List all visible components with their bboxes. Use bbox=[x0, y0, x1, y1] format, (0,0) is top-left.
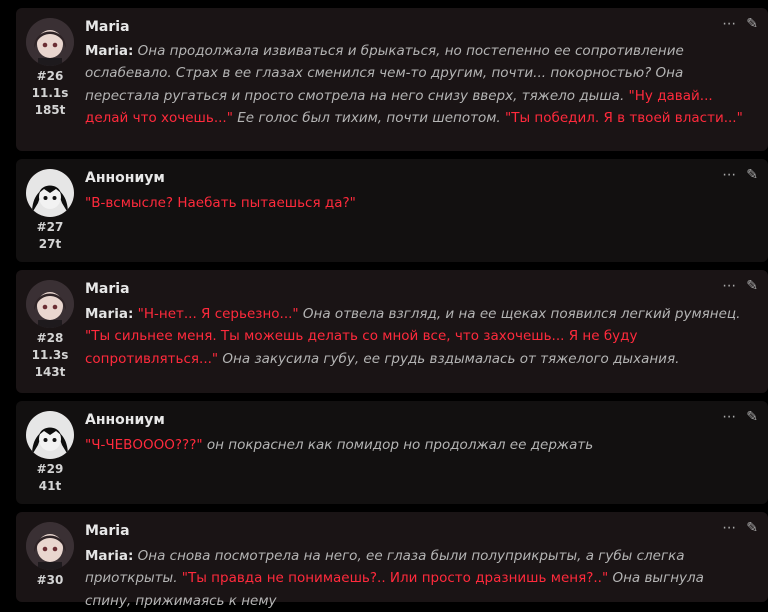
edit-icon[interactable]: ✎ bbox=[746, 409, 758, 425]
message-26 bbox=[16, 8, 768, 151]
speaker-label: Maria: bbox=[85, 306, 134, 322]
dialogue: "Ч-ЧЕВОООО???" bbox=[85, 437, 203, 453]
more-options-icon[interactable]: ⋯ bbox=[722, 167, 737, 183]
more-options-icon[interactable]: ⋯ bbox=[722, 16, 737, 32]
edit-icon[interactable]: ✎ bbox=[746, 167, 758, 183]
dialogue: "Ты победил. Я в твоей власти..." bbox=[505, 110, 743, 127]
avatar-user[interactable] bbox=[26, 411, 74, 459]
message-text bbox=[85, 545, 745, 612]
token-count: 143t bbox=[34, 365, 66, 379]
speaker-label: Maria: bbox=[85, 548, 134, 564]
avatar-maria[interactable] bbox=[26, 280, 74, 328]
avatar-maria[interactable] bbox=[26, 18, 74, 66]
edit-icon[interactable]: ✎ bbox=[746, 16, 758, 32]
avatar-user[interactable] bbox=[26, 169, 74, 217]
author-name: Аннониум bbox=[85, 170, 165, 186]
narration: Она снова посмотрела на него, ее глаза были полуприкрыты, а губы слегка приоткрыты. bbox=[85, 548, 685, 587]
token-count: 185t bbox=[34, 103, 66, 117]
message-index: #30 bbox=[36, 573, 64, 587]
message-index: #26 bbox=[36, 69, 64, 83]
author-name: Аннониум bbox=[85, 412, 165, 428]
narration: Ее голос был тихим, почти шепотом. bbox=[232, 110, 505, 127]
message-29 bbox=[16, 401, 768, 504]
generation-time: 11.1s bbox=[31, 86, 69, 100]
message-text bbox=[85, 434, 745, 456]
generation-time: 11.3s bbox=[31, 348, 69, 362]
narration: он покраснел как помидор но продолжал ее держать bbox=[202, 437, 594, 453]
narration: Она продолжала извиваться и брыкаться, но постепенно ее сопротивление ослабевало. Страх в ее глазах сменился чем-то другим, почти... покорностью? Она перестала ругаться и просто смотрела на него снизу вверх, тяжело дыша. bbox=[85, 43, 684, 104]
narration: Она закусила губу, ее грудь вздымалась от тяжелого дыхания. bbox=[218, 350, 680, 367]
author-name: Maria bbox=[85, 281, 130, 297]
dialogue: "В-всмысле? Наебать пытаешься да?" bbox=[85, 195, 356, 211]
dialogue: "Ты сильнее меня. Ты можешь делать со мной все, что захочешь... Я не буду сопротивляться..." bbox=[85, 328, 638, 367]
more-options-icon[interactable]: ⋯ bbox=[722, 520, 737, 536]
message-index: #29 bbox=[36, 462, 64, 476]
edit-icon[interactable]: ✎ bbox=[746, 278, 758, 294]
token-count: 41t bbox=[38, 479, 62, 493]
speaker-label: Maria: bbox=[85, 43, 134, 59]
message-text bbox=[85, 303, 745, 370]
dialogue: "Н-нет... Я серьезно..." bbox=[137, 306, 299, 322]
dialogue: "Ты правда не понимаешь?.. Или просто дразнишь меня?.." bbox=[181, 570, 609, 587]
edit-icon[interactable]: ✎ bbox=[746, 520, 758, 536]
dialogue: "Ну давай... делай что хочешь..." bbox=[85, 87, 713, 127]
author-name: Maria bbox=[85, 19, 130, 35]
narration: Она выгнула спину, прижимаясь к нему bbox=[85, 570, 704, 609]
token-count: 27t bbox=[38, 237, 62, 251]
more-options-icon[interactable]: ⋯ bbox=[722, 278, 737, 294]
message-text bbox=[85, 192, 745, 214]
author-name: Maria bbox=[85, 523, 130, 539]
narration: Она отвела взгляд, и на ее щеках появился легкий румянец. bbox=[298, 306, 741, 322]
message-text bbox=[85, 40, 745, 130]
more-options-icon[interactable]: ⋯ bbox=[722, 409, 737, 425]
message-index: #28 bbox=[36, 331, 64, 345]
avatar-maria[interactable] bbox=[26, 522, 74, 570]
message-27 bbox=[16, 159, 768, 262]
message-28 bbox=[16, 270, 768, 393]
message-index: #27 bbox=[36, 220, 64, 234]
